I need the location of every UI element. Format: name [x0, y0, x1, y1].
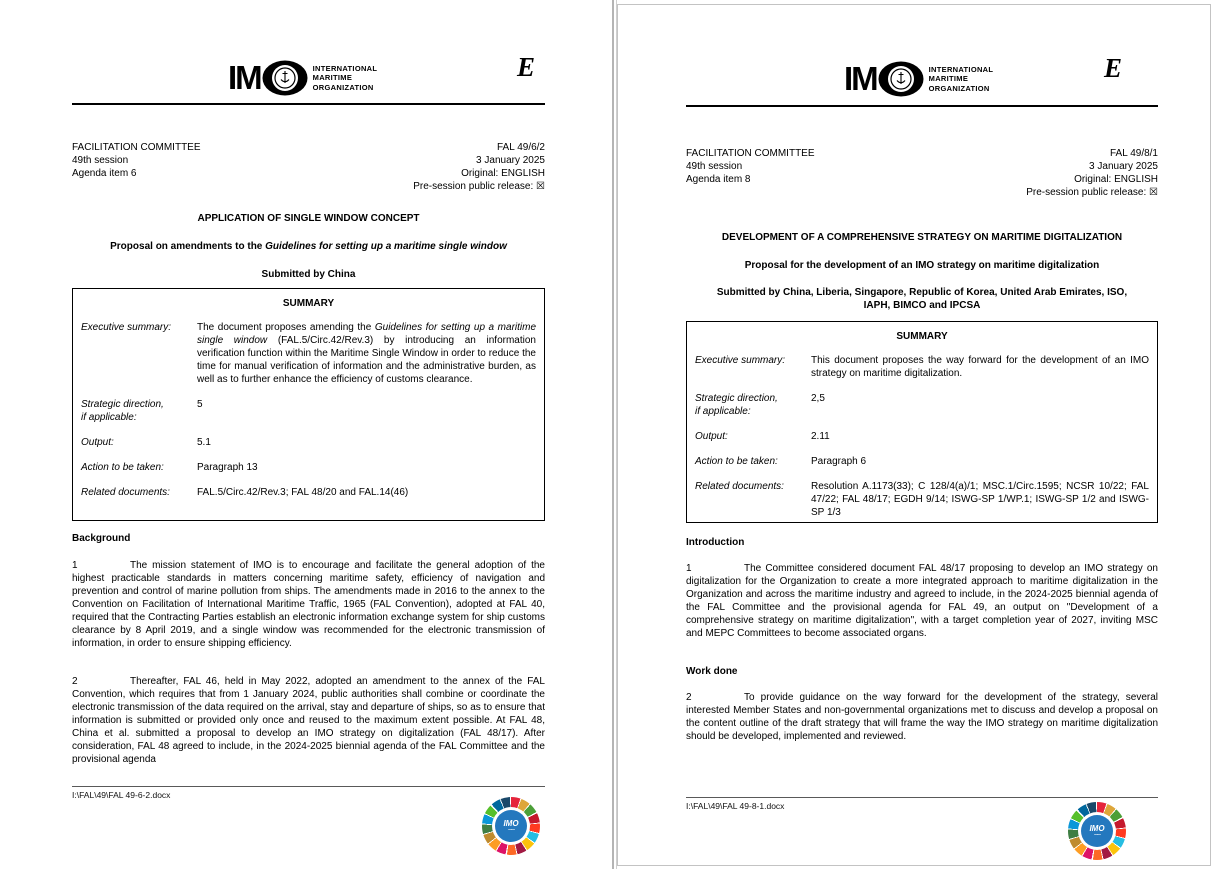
doc-header	[686, 147, 1158, 199]
summary-heading: SUMMARY	[282, 298, 335, 309]
submitted-by: Submitted by China	[261, 269, 356, 280]
summary-value: 5	[197, 399, 203, 410]
waves-icon: ~~	[1093, 831, 1101, 839]
footer-rule	[686, 797, 1158, 798]
waves-icon: ~~	[507, 826, 515, 834]
exec-post: (FAL.5/Circ.42/Rev.3) by introducing an information verification function within the Maritime Single Window in order to reduce the time for manual verification of information and the administrative burden, as well as to further enhance the efficiency of customs clearance.	[197, 335, 536, 385]
paragraph-1	[72, 559, 545, 650]
doc-original-language: Original: ENGLISH	[1074, 174, 1158, 185]
summary-row-related	[695, 480, 1149, 519]
summary-row-output	[695, 430, 1149, 443]
header-rule	[72, 103, 545, 105]
document-page-fal-49-8-1	[617, 4, 1211, 866]
paragraph-text: To provide guidance on the way forward for the development of the strategy, several interested Member States and non-governmental organizations met to discuss and develop a proposal on the content outline of the draft strategy that will frame the way the IMO strategy on maritime digitalization should be developed, implemented and reviewed.	[686, 692, 1158, 742]
footer-file-path: I:\FAL\49\FAL 49-8-1.docx	[686, 801, 785, 811]
agenda-item: Agenda item 6	[72, 168, 137, 179]
doc-date: 3 January 2025	[476, 155, 545, 166]
org-line: ORGANIZATION	[928, 83, 990, 93]
summary-row-executive	[81, 321, 536, 386]
doc-header-left	[72, 141, 201, 193]
imo-logo-text: IM	[228, 59, 261, 96]
summary-row-strategic	[81, 398, 536, 424]
submitted-line1: Submitted by China, Liberia, Singapore, Republic of Korea, United Arab Emirates, ISO,	[716, 287, 1128, 298]
document-page-fal-49-6-2	[0, 0, 610, 869]
imo-emblem-icon	[878, 61, 924, 97]
header-logo-row	[72, 52, 545, 104]
summary-value: 2.11	[811, 431, 830, 442]
footer-rule	[72, 786, 545, 787]
committee-name: FACILITATION COMMITTEE	[72, 142, 201, 153]
imo-org-text	[313, 64, 378, 93]
doc-header	[72, 141, 545, 193]
summary-label	[81, 398, 197, 424]
language-e-mark: E	[516, 52, 535, 82]
doc-subtitle	[72, 240, 545, 253]
summary-value: Paragraph 6	[811, 456, 867, 467]
pre-session-release: Pre-session public release: ☒	[413, 181, 545, 192]
summary-value: Paragraph 13	[197, 462, 258, 473]
section-heading-introduction: Introduction	[686, 537, 745, 548]
exec-pre: The document proposes amending the	[197, 322, 375, 333]
doc-header-right	[413, 141, 545, 193]
section-heading-background: Background	[72, 533, 131, 544]
paragraph-number: 1	[686, 563, 692, 574]
summary-label: Output:	[81, 437, 114, 448]
section-heading-work-done: Work done	[686, 666, 738, 677]
summary-label: Output:	[695, 431, 728, 442]
imo-emblem-icon	[262, 60, 308, 96]
doc-reference: FAL 49/8/1	[1110, 148, 1158, 159]
summary-row-action	[695, 455, 1149, 468]
paragraph-number: 2	[686, 692, 692, 703]
exec-italic: Guidelines for setting up a maritime single window	[197, 322, 537, 346]
summary-value: FAL.5/Circ.42/Rev.3; FAL 48/20 and FAL.14(46)	[197, 487, 409, 498]
session-number: 49th session	[686, 161, 743, 172]
paragraph-2	[686, 691, 1158, 743]
summary-row-action	[81, 461, 536, 474]
summary-label: Executive summary:	[695, 355, 786, 366]
summary-label	[695, 392, 811, 418]
doc-subtitle: Proposal for the development of an IMO strategy on maritime digitalization	[744, 260, 1100, 271]
summary-row-related	[81, 486, 536, 499]
paragraph-text: The mission statement of IMO is to encourage and facilitate the general adoption of the highest practicable standards in matters concerning maritime safety, efficiency of navigation and prevention and control of marine pollution from ships. The amendments made in 2016 to the annex to the Convention on Facilitation of International Maritime Traffic, 1965 (FAL Convention), adopted at FAL 40, required that the Contracting Parties establish an electronic information exchange system for ship customs clearance by 8 April 2019, and a single window was recommended for the electronic transmission of information, in order to ensure shipping efficiency.	[72, 560, 545, 649]
committee-name: FACILITATION COMMITTEE	[686, 148, 815, 159]
org-line: MARITIME	[312, 73, 353, 83]
org-line: INTERNATIONAL	[928, 64, 994, 74]
imo-logo	[844, 61, 993, 97]
summary-box	[72, 288, 545, 521]
imo-sdg-wheel-logo	[482, 797, 540, 855]
summary-value: 5.1	[197, 437, 211, 448]
sdg-wheel-imo-center	[495, 810, 527, 842]
paragraph-2	[72, 675, 545, 766]
imo-logo-text: IM	[844, 60, 877, 97]
org-line: MARITIME	[928, 74, 969, 84]
doc-title: APPLICATION OF SINGLE WINDOW CONCEPT	[197, 213, 420, 224]
sdg-imo-text: IMO	[503, 818, 519, 828]
subtitle-italic: Guidelines for setting up a maritime single window	[265, 241, 507, 252]
summary-heading: SUMMARY	[896, 331, 948, 342]
agenda-item: Agenda item 8	[686, 174, 751, 185]
subtitle-plain: Proposal on amendments to the	[110, 241, 266, 252]
sdg-imo-text: IMO	[1089, 823, 1105, 833]
summary-box	[686, 321, 1158, 523]
imo-logo	[228, 60, 377, 96]
org-line: ORGANIZATION	[312, 82, 374, 92]
strategic-label-line2: if applicable:	[81, 412, 137, 423]
pre-session-release: Pre-session public release: ☒	[1026, 187, 1158, 198]
submitted-line2: IAPH, BIMCO and IPCSA	[863, 300, 981, 311]
doc-header-right	[1026, 147, 1158, 199]
submitted-by	[686, 286, 1158, 312]
summary-row-strategic	[695, 392, 1149, 418]
doc-title: DEVELOPMENT OF A COMPREHENSIVE STRATEGY ON MARITIME DIGITALIZATION	[721, 232, 1123, 243]
summary-label: Related documents:	[695, 481, 784, 492]
summary-label: Executive summary:	[81, 322, 172, 333]
summary-row-executive	[695, 354, 1149, 380]
doc-reference: FAL 49/6/2	[497, 142, 545, 153]
strategic-label-line1: Strategic direction,	[81, 399, 164, 410]
strategic-label-line1: Strategic direction,	[695, 393, 778, 404]
summary-value	[197, 321, 536, 386]
imo-sdg-wheel-logo	[1068, 802, 1126, 860]
doc-date: 3 January 2025	[1089, 161, 1158, 172]
paragraph-number: 2	[72, 676, 78, 687]
session-number: 49th session	[72, 155, 129, 166]
sdg-wheel-imo-center	[1081, 815, 1113, 847]
header-rule	[686, 105, 1158, 107]
language-e-mark: E	[1103, 53, 1122, 83]
paragraph-text: Thereafter, FAL 46, held in May 2022, adopted an amendment to the annex of the FAL Convention, which requires that from 1 January 2024, public authorities shall combine or coordinate the electronic transmission of the data required on the arrival, stay and departure of ships, so as to ensure that information is submitted or provided only once and reused to the maximum extent possible. At FAL 48, China et al. submitted a proposal to develop an IMO strategy on digitalization (FAL 48/17). After consideration, FAL 48 agreed to include, in the 2024-2025 biennial agenda of the FAL Committee and the provisional agenda	[72, 676, 545, 765]
summary-value: This document proposes the way forward for the development of an IMO strategy on maritime digitalization.	[811, 355, 1149, 379]
strategic-label-line2: if applicable:	[695, 406, 751, 417]
doc-original-language: Original: ENGLISH	[461, 168, 545, 179]
doc-header-left	[686, 147, 815, 199]
summary-label: Related documents:	[81, 487, 170, 498]
imo-org-text	[929, 65, 994, 94]
summary-value: Resolution A.1173(33); C 128/4(a)/1; MSC.1/Circ.1595; NCSR 10/22; FAL 47/22; FAL 48/17; EGDH 9/14; ISWG-SP 1/WP.1; ISWG-SP 1/2 and ISWG-SP 1/3	[811, 481, 1149, 518]
header-logo-row	[686, 53, 1158, 105]
paragraph-number: 1	[72, 560, 78, 571]
org-line: INTERNATIONAL	[312, 63, 378, 73]
footer-file-path: I:\FAL\49\FAL 49-6-2.docx	[72, 790, 171, 800]
summary-value: 2,5	[811, 393, 825, 404]
summary-label: Action to be taken:	[695, 456, 778, 467]
summary-label: Action to be taken:	[81, 462, 164, 473]
paragraph-text: The Committee considered document FAL 48/17 proposing to develop an IMO strategy on digitalization for the Organization to create a more integrated approach to maritime digitalization in the Organization and across the maritime industry and agreed to include, in the 2024-2025 biennial agenda of the FAL Committee and the provisional agenda for FAL 49, an output on "Development of a comprehensive strategy on maritime digitalization", with a target completion year of 2027, inviting MSC and MEPC Committees to become associated organs.	[686, 563, 1158, 639]
paragraph-1	[686, 562, 1158, 640]
summary-row-output	[81, 436, 536, 449]
